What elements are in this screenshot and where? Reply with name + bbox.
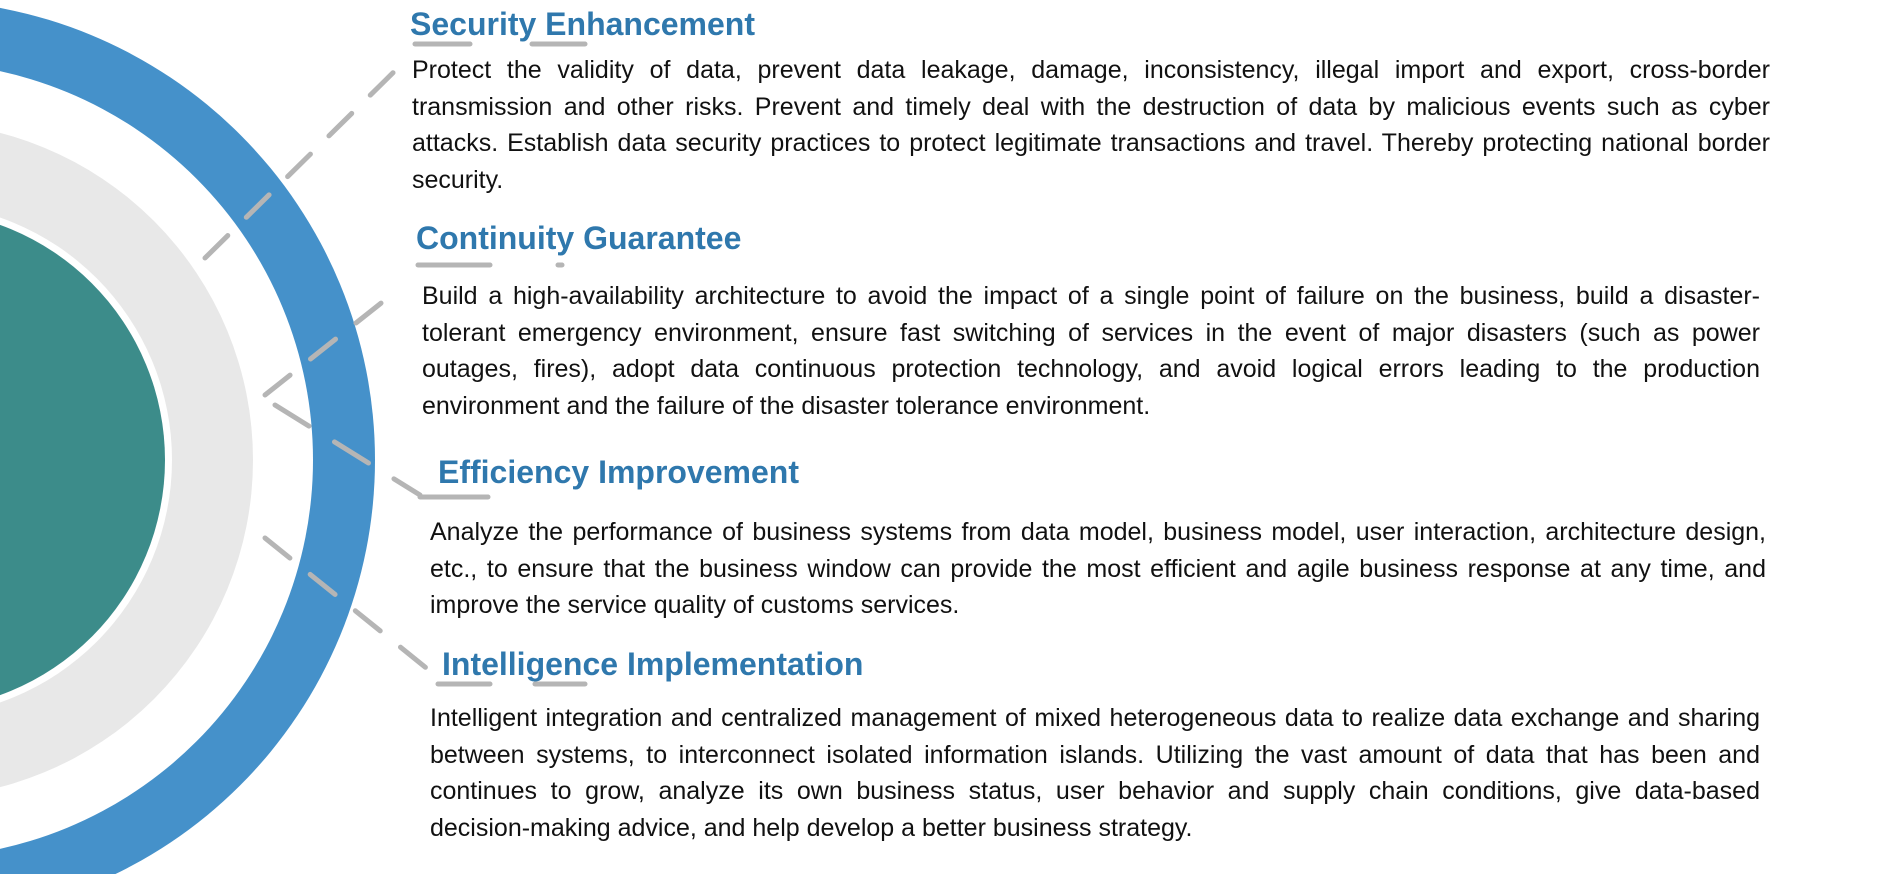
section-body: Analyze the performance of business systems from data model, business model, user interaction, architecture design, etc., to ensure that the business window can provide the most efficient and agile business response at any time, and improve the service quality of customs services. [430,518,1766,619]
rings [0,0,375,874]
section-body: Protect the validity of data, prevent data leakage, damage, inconsistency, illegal import and export, cross-border transmission and other risks. Prevent and timely deal with the destruction of data by malicious events such as cyber attacks. Establish data security practices to protect legitimate transactions and travel. Thereby protecting national border security. [412,56,1770,194]
section-body: Build a high-availability architecture to avoid the impact of a single point of failure on the business, build a disaster-tolerant emergency environment, ensure fast switching of services in the event of major disasters (such as power outages, fires), adopt data continuous protection technology, and avoid logical errors leading to the production environment and the failure of the disaster tolerance environment. [422,282,1760,420]
section-title: Intelligence Implementation [442,646,864,682]
section-body: Intelligent integration and centralized management of mixed heterogeneous data to realize data exchange and sharing between systems, to interconnect isolated information islands. Utilizing the vast amount of data that has been and continues to grow, analyze its own business status, user behavior and supply chain conditions, give data-based decision-making advice, and help develop a better business strategy. [430,704,1760,842]
section-title: Continuity Guarantee [416,220,742,256]
section-title: Security Enhancement [410,6,755,42]
section-title: Efficiency Improvement [438,454,799,490]
